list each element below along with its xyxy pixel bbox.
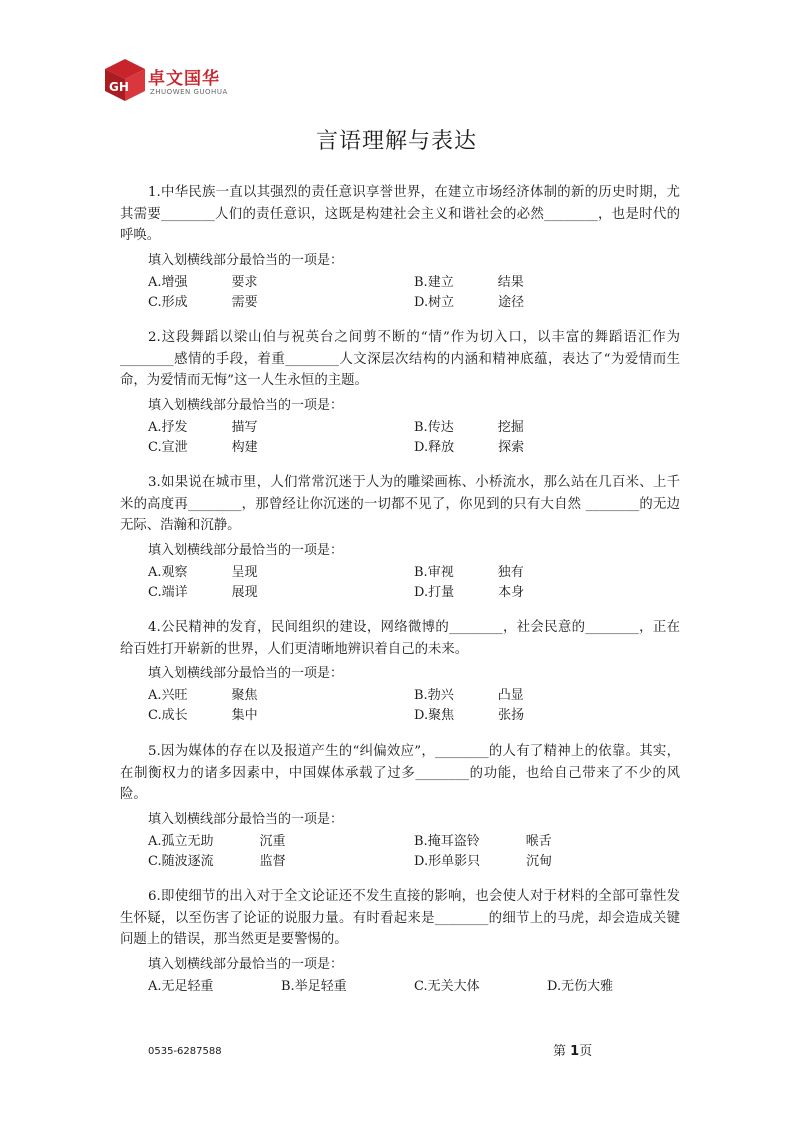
question-prompt: 填入划横线部分最恰当的一项是： xyxy=(148,397,344,413)
option-a: A. 增强 要求 xyxy=(148,274,258,290)
question-stem: 1.中华民族一直以其强烈的责任意识享誉世界，在建立市场经济体制的新的历史时期，尤其需要________人们的责任意识，这既是构建社会主义和谐社会的必然________，也是时代的呼唤。 xyxy=(120,185,680,243)
option-d: D. 打量 本身 xyxy=(414,584,525,600)
option-c: C. 端详 展现 xyxy=(148,584,258,600)
options xyxy=(148,686,680,726)
footer-phone: 0535-6287588 xyxy=(148,1046,222,1057)
company-logo xyxy=(104,58,264,104)
question-1 xyxy=(120,182,680,313)
options xyxy=(148,977,680,997)
option-c: C. 成长 集中 xyxy=(148,708,258,723)
option-c: C. 宣泄 构建 xyxy=(148,439,258,455)
question-prompt: 填入划横线部分最恰当的一项是： xyxy=(148,811,344,827)
options xyxy=(148,563,680,603)
option-b: B. 勃兴 凸显 xyxy=(414,688,524,703)
question-prompt: 填入划横线部分最恰当的一项是： xyxy=(148,956,344,972)
option-b: B. 传达 挖掘 xyxy=(414,419,524,435)
options xyxy=(148,418,680,458)
option-b: B. 举足轻重 xyxy=(281,978,347,994)
logo-mark-g: GH xyxy=(109,80,129,94)
page-title: 言语理解与表达 xyxy=(315,129,477,154)
question-stem: 5.因为媒体的存在以及报道产生的“纠偏效应”，________的人有了精神上的依靠。其实，在制衡权力的诸多因素中，中国媒体承载了过多________的功能，也给自己带来了不少的风险。 xyxy=(120,744,680,802)
question-6 xyxy=(120,886,680,997)
option-d: D. 无伤大雅 xyxy=(547,978,614,994)
question-prompt: 填入划横线部分最恰当的一项是： xyxy=(148,542,344,558)
question-3 xyxy=(120,472,680,603)
question-stem: 6.即使细节的出入对于全文论证还不发生直接的影响，也会使人对于材料的全部可靠性发生怀疑，以至伤害了论证的说服力量。有时看起来是________的细节上的马虎，却会造成关键问题上的错误，那当然更是要警惕的。 xyxy=(120,889,680,947)
option-c: C. 形成 需要 xyxy=(148,294,258,310)
option-a: A. 无足轻重 xyxy=(148,978,214,994)
question-stem: 3.如果说在城市里，人们常常沉迷于人为的雕梁画栋、小桥流水，那么站在几百米、上千米的高度再________，那曾经让你沉迷的一切都不见了，你见到的只有大自然 ________的无边无际、浩瀚和沉静。 xyxy=(120,475,680,533)
option-b: B. 掩耳盗铃 喉舌 xyxy=(414,833,552,849)
option-d: D. 形单影只 沉甸 xyxy=(414,853,553,869)
options xyxy=(148,832,680,872)
option-b: B. 审视 独有 xyxy=(414,564,524,580)
question-prompt: 填入划横线部分最恰当的一项是： xyxy=(148,666,344,681)
option-a: A. 孤立无助 沉重 xyxy=(148,833,286,849)
option-c: C. 无关大体 xyxy=(414,978,480,994)
question-prompt: 填入划横线部分最恰当的一项是： xyxy=(148,252,344,268)
option-a: A. 兴旺 聚焦 xyxy=(148,688,258,703)
question-stem: 4.公民精神的发育，民间组织的建设，网络微博的________，社会民意的________，正在给百姓打开崭新的世界，人们更清晰地辨识着自己的未来。 xyxy=(120,620,680,657)
question-2 xyxy=(120,327,680,458)
logo-subtitle: ZHUOWEN GUOHUA xyxy=(150,88,228,96)
page-number: 第 1页 xyxy=(553,1044,593,1059)
option-b: B. 建立 结果 xyxy=(414,274,524,290)
question-stem: 2.这段舞蹈以梁山伯与祝英台之间剪不断的“情”作为切入口，以丰富的舞蹈语汇作为________感情的手段，着重________人文深层次结构的内涵和精神底蕴，表达了“为爱情而生命，为爱情而无悔”这一人生永恒的主题。 xyxy=(120,330,680,388)
option-a: A. 抒发 描写 xyxy=(148,419,258,435)
logo-cube-icon xyxy=(104,58,146,102)
option-d: D. 释放 探索 xyxy=(414,439,525,455)
option-c: C. 随波逐流 监督 xyxy=(148,853,286,869)
option-a: A. 观察 呈现 xyxy=(148,564,258,580)
logo-name: 卓文国华 xyxy=(148,69,220,89)
question-5 xyxy=(120,741,680,872)
option-d: D. 聚焦 张扬 xyxy=(414,708,525,723)
question-4 xyxy=(120,617,680,726)
options xyxy=(148,273,680,313)
option-d: D. 树立 途径 xyxy=(414,294,525,310)
